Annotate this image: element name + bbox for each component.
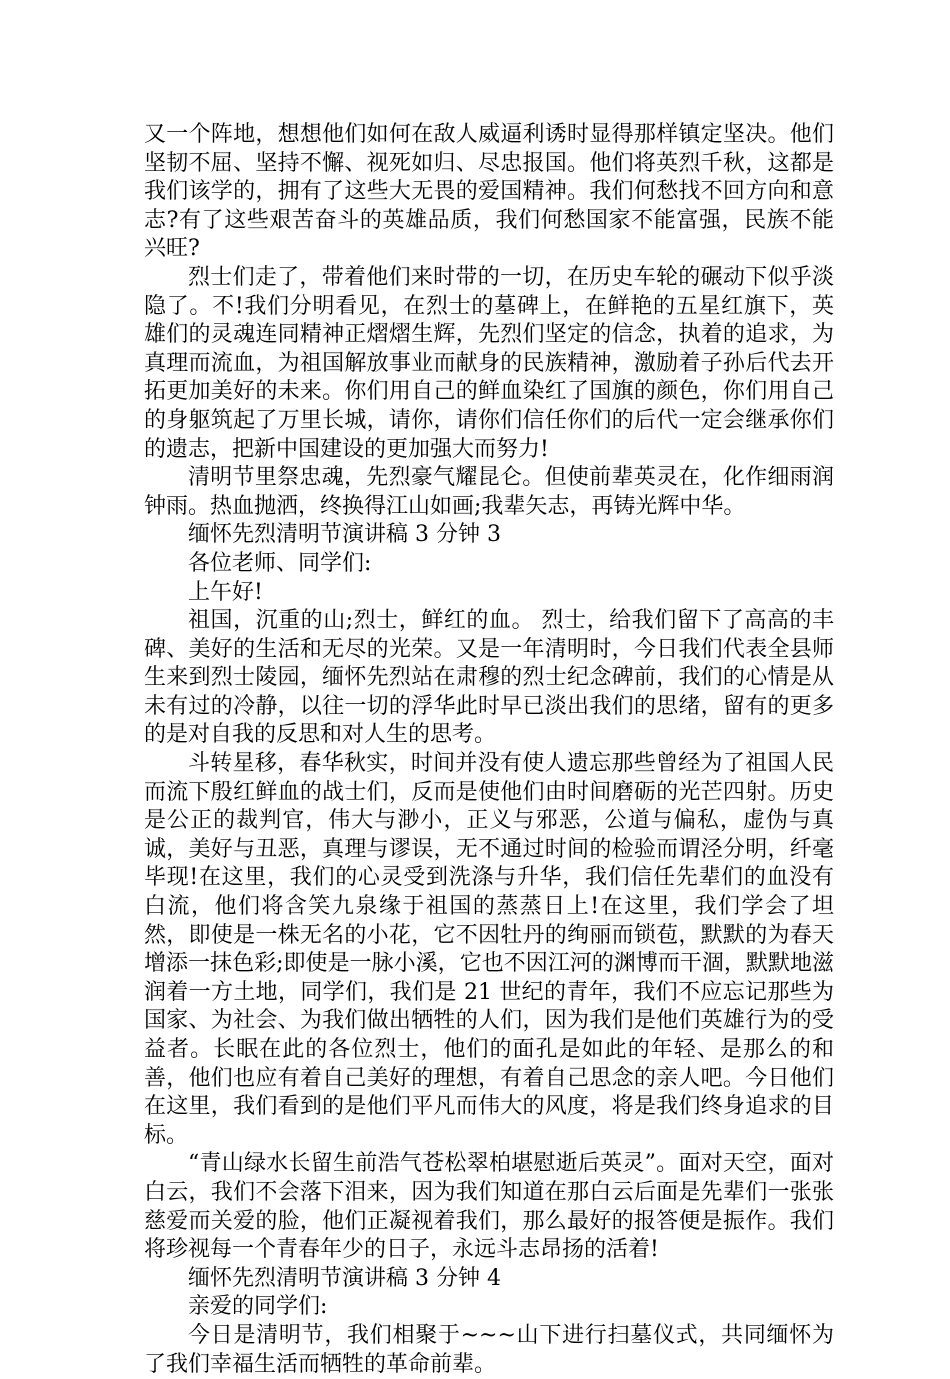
- paragraph: 烈士们走了，带着他们来时带的一切，在历史车轮的碾动下似乎淡隐了。不!我们分明看见，在烈士的墓碑上，在鲜艳的五星红旗下，英雄们的灵魂连同精神正熠熠生辉，先烈们坚定的信念，执着的追求，为真理而流血，为祖国解放事业而献身的民族精神，激励着子孙后代去开拓更加美好的未来。你们用自己的鲜血染红了国旗的颜色，你们用自己的身躯筑起了万里长城，请你，请你们信任你们的后代一定会继承你们的遗志，把新中国建设的更加强大而努力!: [144, 264, 834, 462]
- salutation: 亲爱的同学们:: [188, 1294, 328, 1320]
- section-heading: 缅怀先烈清明节演讲稿 3 分钟 3: [188, 522, 501, 548]
- document-body: [144, 121, 834, 1379]
- paragraph: 今日是清明节，我们相聚于~~~山下进行扫墓仪式，共同缅怀为了我们幸福生活而牺牲的革命前辈。: [144, 1322, 834, 1377]
- paragraph: 斗转星移，春华秋实，时间并没有使人遗忘那些曾经为了祖国人民而流下殷红鲜血的战士们，反而是使他们由时间磨砺的光芒四射。历史是公正的裁判官，伟大与渺小，正义与邪恶，公道与偏私，虚伪与真诚，美好与丑恶，真理与谬误，无不通过时间的检验而谓泾分明，纤毫毕现!在这里，我们的心灵受到洗涤与升华，我们信任先辈们的血没有白流，他们将含笑九泉缘于祖国的蒸蒸日上!在这里，我们学会了坦然，即使是一株无名的小花，它不因牡丹的绚丽而锁苞，默默的为春天增添一抹色彩;即使是一脉小溪，它也不因江河的渊博而干涸，默默地滋润着一方土地，同学们，我们是 21 世纪的青年，我们不应忘记那些为国家、为社会、为我们做出牺牲的人们，因为我们是他们英雄行为的受益者。长眠在此的各位烈士，他们的面孔是如此的年轻、是那么的和善，他们也应有着自己美好的理想，有着自己思念的亲人吧。今日他们在这里，我们看到的是他们平凡而伟大的风度，将是我们终身追求的目标。: [144, 751, 834, 1148]
- section-heading: 缅怀先烈清明节演讲稿 3 分钟 4: [188, 1265, 501, 1291]
- salutation: 各位老师、同学们:: [188, 550, 372, 576]
- paragraph: 清明节里祭忠魂，先烈豪气耀昆仑。但使前辈英灵在，化作细雨润钟雨。热血抛洒，终换得江山如画;我辈矢志，再铸光辉中华。: [144, 465, 834, 519]
- paragraph: 又一个阵地，想想他们如何在敌人威逼利诱时显得那样镇定坚决。他们坚韧不屈、坚持不懈、视死如归、尽忠报国。他们将英烈千秋，这都是我们该学的，拥有了这些大无畏的爱国精神。我们何愁找不回方向和意志?有了这些艰苦奋斗的英雄品质，我们何愁国家不能富强，民族不能兴旺?: [144, 122, 834, 262]
- greeting: 上午好!: [188, 579, 263, 605]
- paragraph: “青山绿水长留生前浩气苍松翠柏堪慰逝后英灵”。面对天空，面对白云，我们不会落下泪来，因为我们知道在那白云后面是先辈们一张张慈爱而关爱的脸，他们正凝视着我们，那么最好的报答便是振作。我们将珍视每一个青春年少的日子，永远斗志昂扬的活着!: [144, 1151, 834, 1263]
- paragraph: 祖国，沉重的山;烈士，鲜红的血。 烈士，给我们留下了高高的丰碑、美好的生活和无尽的光荣。又是一年清明时，今日我们代表全县师生来到烈士陵园，缅怀先烈站在肃穆的烈士纪念碑前，我们的心情是从未有过的冷静，以往一切的浮华此时早已淡出我们的思绪，留有的更多的是对自我的反思和对人生的思考。: [144, 608, 834, 748]
